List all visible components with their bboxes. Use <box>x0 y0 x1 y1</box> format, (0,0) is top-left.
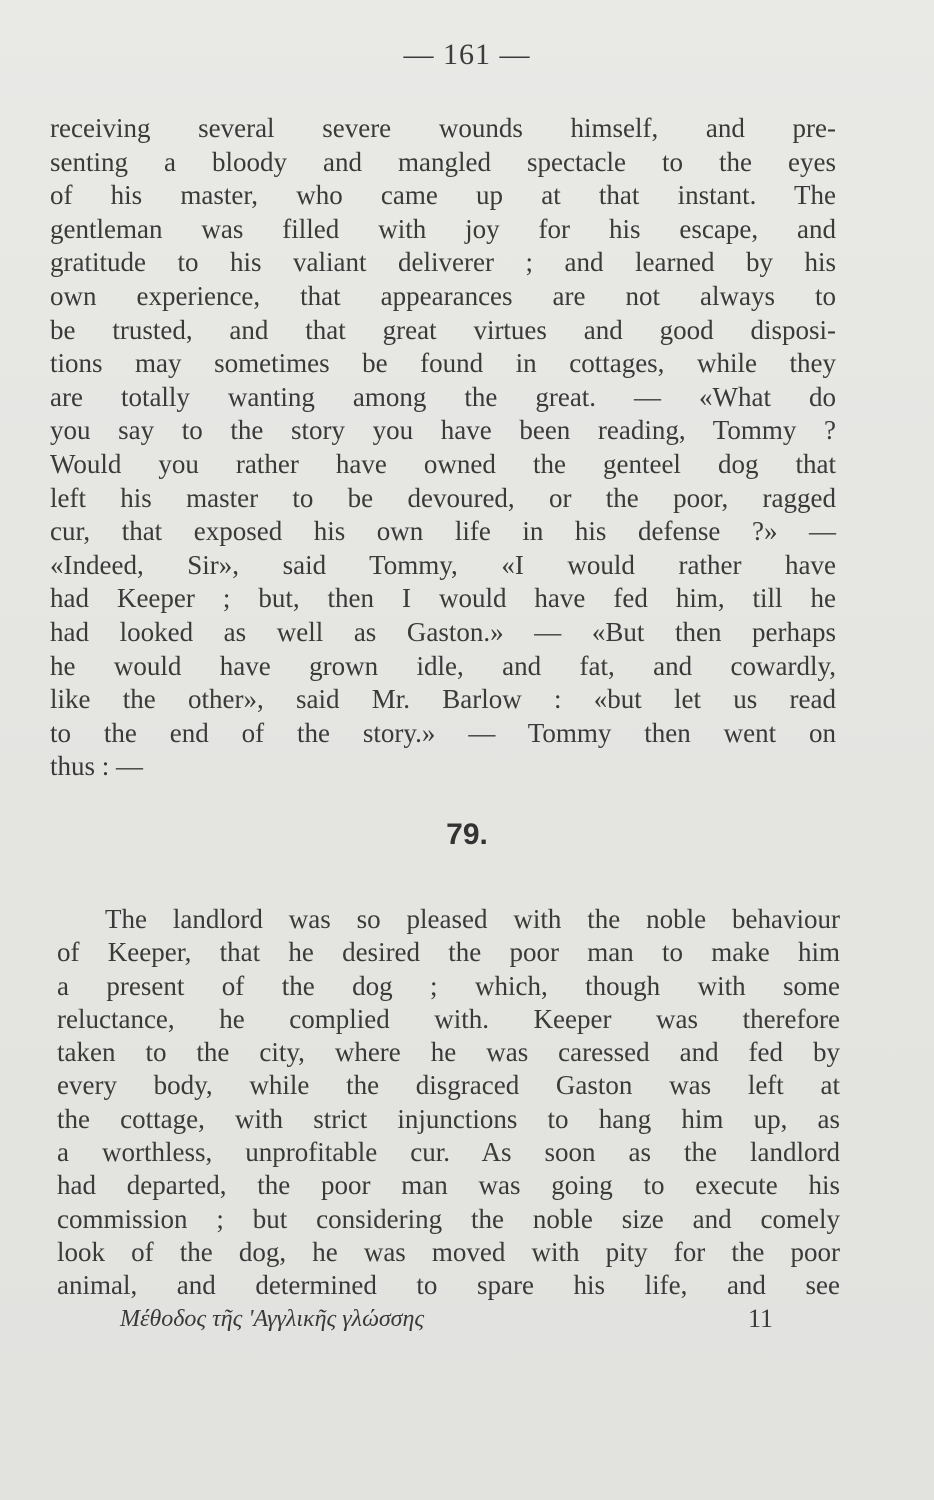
text-line: left his master to be devoured, or the poor, ragged <box>50 482 836 513</box>
text-line: reluctance, he complied with. Keeper was therefore <box>57 1003 840 1034</box>
text-line: thus : — <box>50 751 144 782</box>
text-line: had departed, the poor man was going to execute his <box>57 1170 840 1201</box>
text-line: Would you rather have owned the genteel dog that <box>50 448 836 479</box>
text-line: cur, that exposed his own life in his defense ?» — <box>50 516 836 547</box>
paragraph-section-79 <box>57 903 840 1303</box>
text-line: every body, while the disgraced Gaston was left at <box>57 1070 840 1101</box>
text-line: to the end of the story.» — Tommy then went on <box>50 717 836 748</box>
text-line: own experience, that appearances are not always to <box>50 280 836 311</box>
text-line: be trusted, and that great virtues and good disposi- <box>50 314 836 345</box>
text-line: gentleman was filled with joy for his escape, and <box>50 213 836 244</box>
section-number: 79. <box>446 818 488 851</box>
text-line: had Keeper ; but, then I would have fed him, till he <box>50 583 836 614</box>
text-line: had looked as well as Gaston.» — «But then perhaps <box>50 616 836 647</box>
text-line: tions may sometimes be found in cottages, while they <box>50 348 836 379</box>
text-line: like the other», said Mr. Barlow : «but let us read <box>50 684 836 715</box>
text-line: of Keeper, that he desired the poor man to make him <box>57 937 840 968</box>
text-line: he would have grown idle, and fat, and cowardly, <box>50 650 836 681</box>
text-line: taken to the city, where he was caressed and fed by <box>57 1037 840 1068</box>
text-line: commission ; but considering the noble size and comely <box>57 1203 840 1234</box>
text-line: you say to the story you have been reading, Tommy ? <box>50 415 836 446</box>
text-line: The landlord was so pleased with the noble behaviour <box>105 904 840 934</box>
text-line: «Indeed, Sir», said Tommy, «I would rather have <box>50 549 836 580</box>
text-line: are totally wanting among the great. — «What do <box>50 381 836 412</box>
footer-book-title: Μέθοδος τῆς 'Αγγλικῆς γλώσσης <box>120 1306 425 1332</box>
text-line: receiving several severe wounds himself, and pre- <box>50 113 836 143</box>
text-line: gratitude to his valiant deliverer ; and learned by his <box>50 247 836 278</box>
text-line: a present of the dog ; which, though with some <box>57 970 840 1001</box>
paragraph-continued <box>50 112 836 784</box>
text-line: of his master, who came up at that instant. The <box>50 180 836 211</box>
text-line: look of the dog, he was moved with pity for the poor <box>57 1236 840 1267</box>
text-line: senting a bloody and mangled spectacle to the eyes <box>50 146 836 177</box>
page-number: — 161 — <box>403 38 531 71</box>
footer-signature-mark: 11 <box>748 1304 774 1333</box>
text-line: a worthless, unprofitable cur. As soon as the landlord <box>57 1137 840 1168</box>
text-line: the cottage, with strict injunctions to hang him up, as <box>57 1103 840 1134</box>
text-line: animal, and determined to spare his life, and see <box>57 1270 840 1301</box>
